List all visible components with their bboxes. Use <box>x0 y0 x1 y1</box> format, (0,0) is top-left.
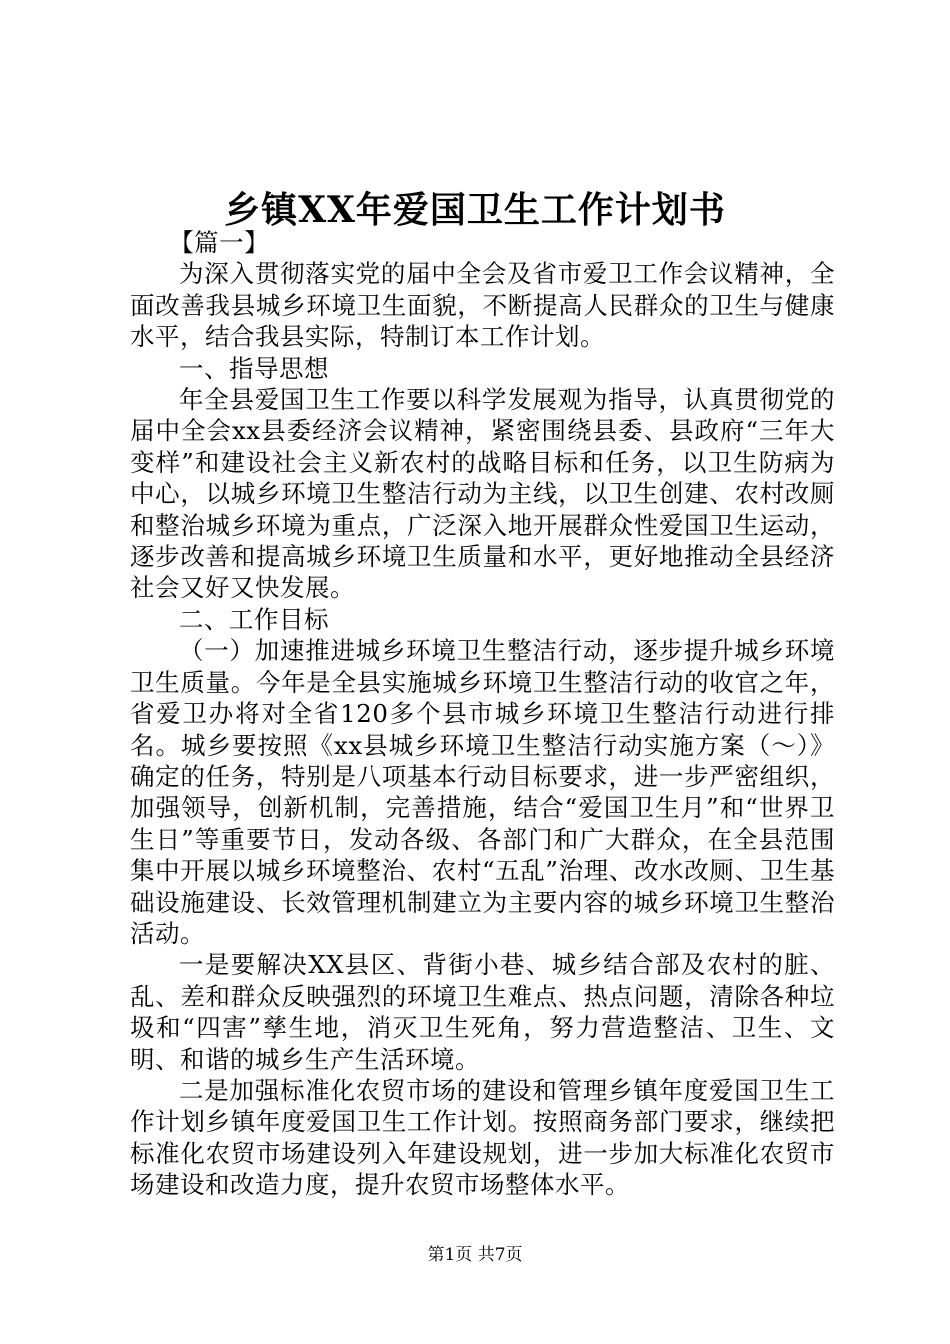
section-mark: 【篇一】 <box>169 228 270 257</box>
work-goal-1-point-1-paragraph: 一是要解决XX县区、背街小巷、城乡结合部及农村的脏、乱、差和群众反映强烈的环境卫生难点、热点问题，清除各种垃圾和“四害”孳生地，消灭卫生死角，努力营造整洁、卫生、文明、和谐的城乡生产生活环境。 <box>130 950 835 1074</box>
document-body <box>130 227 835 1201</box>
page-footer: 第1页 共7页 <box>427 1245 523 1265</box>
work-goal-1-paragraph: （一）加速推进城乡环境卫生整洁行动，逐步提升城乡环境卫生质量。今年是全县实施城乡环境卫生整洁行动的收官之年，省爱卫办将对全省120多个县市城乡环境卫生整洁行动进行排名。城乡要按照《xx县城乡环境卫生整洁行动实施方案（～）》确定的任务，特别是八项基本行动目标要求，进一步严密组织，加强领导，创新机制，完善措施，结合“爱国卫生月”和“世界卫生日”等重要节日，发动各级、各部门和广大群众，在全县范围集中开展以城乡环境整治、农村“五乱”治理、改水改厕、卫生基础设施建设、长效管理机制建立为主要内容的城乡环境卫生整治活动。 <box>130 636 835 948</box>
heading-guiding-ideology: 一、指导思想 <box>179 353 329 383</box>
intro-paragraph: 为深入贯彻落实党的届中全会及省市爱卫工作会议精神，全面改善我县城乡环境卫生面貌，不断提高人民群众的卫生与健康水平，结合我县实际，特制订本工作计划。 <box>130 259 835 352</box>
heading-work-goals: 二、工作目标 <box>179 604 329 634</box>
guiding-ideology-paragraph: 年全县爱国卫生工作要以科学发展观为指导，认真贯彻党的届中全会xx县委经济会议精神，紧密围绕县委、县政府“三年大变样”和建设社会主义新农村的战略目标和任务，以卫生防病为中心，以城乡环境卫生整洁行动为主线，以卫生创建、农村改厕和整治城乡环境为重点，广泛深入地开展群众性爱国卫生运动，逐步改善和提高城乡环境卫生质量和水平，更好地推动全县经济社会又好又快发展。 <box>130 385 835 603</box>
work-goal-1-point-2-paragraph: 二是加强标准化农贸市场的建设和管理乡镇年度爱国卫生工作计划乡镇年度爱国卫生工作计划。按照商务部门要求，继续把标准化农贸市场建设列入年建设规划，进一步加大标准化农贸市场建设和改造力度，提升农贸市场整体水平。 <box>130 1075 835 1200</box>
document-title: 乡镇XX年爱国卫生工作计划书 <box>224 189 726 231</box>
